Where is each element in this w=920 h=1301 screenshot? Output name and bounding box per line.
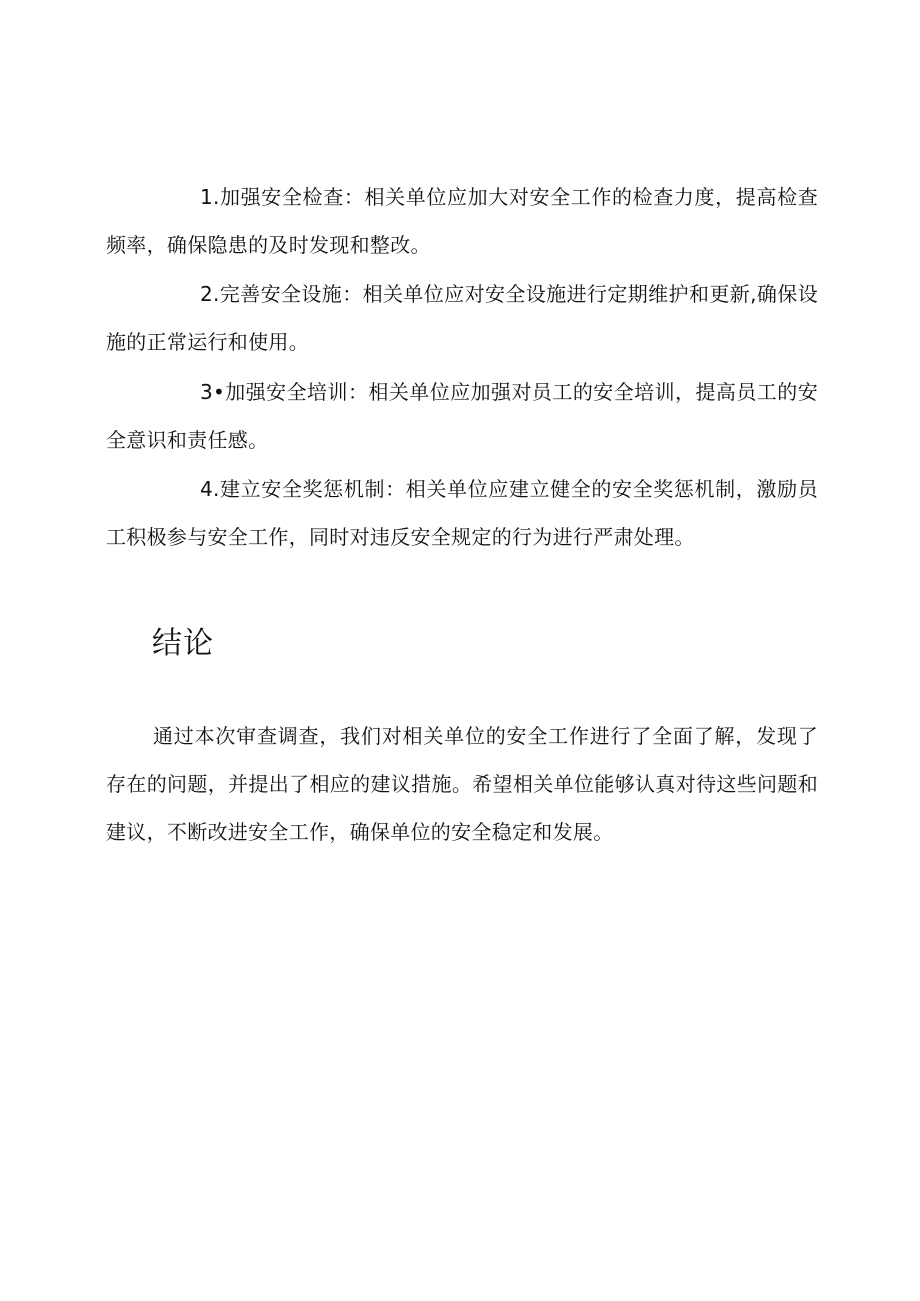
item-text: 加强安全检查：相关单位应加大对安全工作的检查力度，提高检查频率，确保隐患的及时发现和整改。 xyxy=(106,185,818,257)
conclusion-heading: 结论 xyxy=(152,626,214,661)
recommendation-item-2 xyxy=(106,270,818,366)
item-separator: • xyxy=(213,380,226,404)
recommendation-item-1 xyxy=(106,173,818,269)
item-text: 建立安全奖惩机制：相关单位应建立健全的安全奖惩机制，激励员工积极参与安全工作，同时对违反安全规定的行为进行严肃处理。 xyxy=(106,477,818,549)
item-number: 1 xyxy=(200,185,214,209)
item-separator: . xyxy=(213,185,220,209)
recommendation-item-3 xyxy=(106,368,818,464)
recommendation-item-4 xyxy=(106,465,818,561)
item-text: 完善安全设施：相关单位应对安全设施进行定期维护和更新,确保设施的正常运行和使用。 xyxy=(106,282,818,354)
item-number: 4 xyxy=(200,477,214,501)
item-separator: . xyxy=(213,282,220,306)
item-text: 加强安全培训：相关单位应加强对员工的安全培训，提高员工的安全意识和责任感。 xyxy=(106,380,818,452)
item-separator: . xyxy=(213,477,220,501)
conclusion-paragraph: 通过本次审查调查，我们对相关单位的安全工作进行了全面了解，发现了存在的问题，并提出了相应的建议措施。希望相关单位能够认真对待这些问题和建议，不断改进安全工作，确保单位的安全稳定和发展。 xyxy=(106,724,818,844)
item-number: 2 xyxy=(200,282,214,306)
item-number: 3 xyxy=(200,380,214,404)
